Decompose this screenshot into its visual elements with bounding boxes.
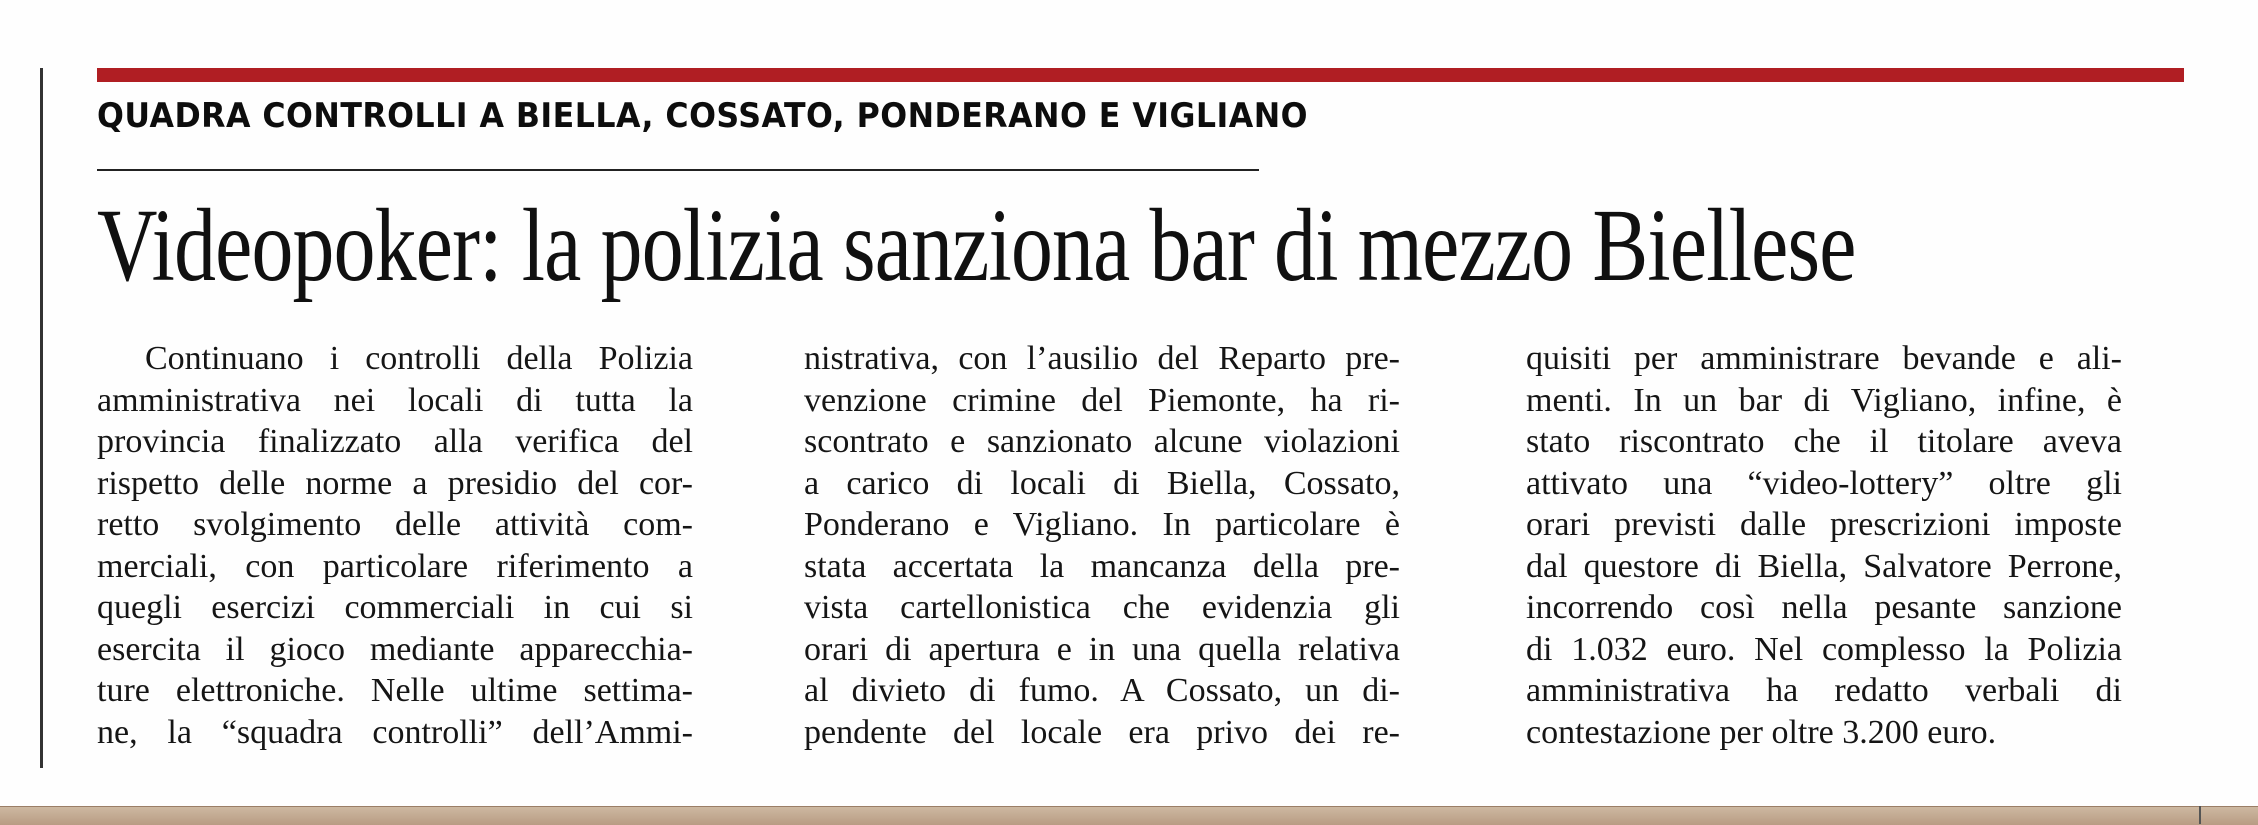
- text-line: a carico di locali di Biella, Cossato,: [804, 464, 1400, 502]
- article-column-2: [804, 338, 1400, 753]
- scan-frame-edge: [2199, 806, 2201, 824]
- kicker-title: QUADRA CONTROLLI A BIELLA, COSSATO, PONDERANO E VIGLIANO: [97, 96, 1308, 136]
- text-line: provincia finalizzato alla verifica del: [97, 423, 693, 460]
- text-line: Continuano i controlli della Polizia: [145, 340, 693, 377]
- text-line: merciali, con particolare riferimento a: [97, 547, 693, 585]
- scan-bottom-edge: [0, 806, 2258, 825]
- text-line: dal questore di Biella, Salvatore Perrone,: [1526, 547, 2122, 585]
- text-line: nistrativa, con l’ausilio del Reparto pre-: [804, 340, 1400, 377]
- text-line: retto svolgimento delle attività com-: [97, 506, 693, 543]
- text-line: contestazione per oltre 3.200 euro.: [1526, 713, 1997, 751]
- text-line: quisiti per amministrare bevande e ali-: [1526, 340, 2122, 377]
- text-line: menti. In un bar di Vigliano, infine, è: [1526, 381, 2122, 419]
- text-line: rispetto delle norme a presidio del cor-: [97, 464, 693, 502]
- text-line: al divieto di fumo. A Cossato, un di-: [804, 672, 1400, 709]
- text-line: scontrato e sanzionato alcune violazioni: [804, 423, 1400, 460]
- text-line: ne, la “squadra controlli” dell’Ammi-: [97, 713, 693, 751]
- section-accent-bar: [97, 68, 2184, 82]
- headline: Videopoker: la polizia sanziona bar di mezzo Biellese: [97, 188, 1856, 303]
- article-column-3: [1526, 338, 2122, 753]
- text-line: incorrendo così nella pesante sanzione: [1526, 589, 2122, 626]
- text-line: attivato una “video-lottery” oltre gli: [1526, 464, 2122, 502]
- text-line: quegli esercizi commerciali in cui si: [97, 589, 693, 626]
- text-line: esercita il gioco mediante apparecchia-: [97, 630, 693, 668]
- text-line: amministrativa ha redatto verbali di: [1526, 672, 2122, 709]
- text-line: orari di apertura e in una quella relativa: [804, 630, 1400, 668]
- text-line: stata accertata la mancanza della pre-: [804, 547, 1400, 585]
- article-column-1: [97, 338, 693, 753]
- text-line: Ponderano e Vigliano. In particolare è: [804, 506, 1400, 543]
- text-line: pendente del locale era privo dei re-: [804, 713, 1400, 751]
- kicker-underline: [97, 169, 1259, 171]
- text-line: stato riscontrato che il titolare aveva: [1526, 423, 2122, 460]
- left-column-rule: [40, 68, 43, 768]
- text-line: amministrativa nei locali di tutta la: [97, 381, 693, 419]
- text-line: orari previsti dalle prescrizioni imposte: [1526, 506, 2122, 543]
- text-line: ture elettroniche. Nelle ultime settima-: [97, 672, 693, 709]
- text-line: di 1.032 euro. Nel complesso la Polizia: [1526, 630, 2122, 668]
- text-line: venzione crimine del Piemonte, ha ri-: [804, 381, 1400, 419]
- text-line: vista cartellonistica che evidenzia gli: [804, 589, 1400, 626]
